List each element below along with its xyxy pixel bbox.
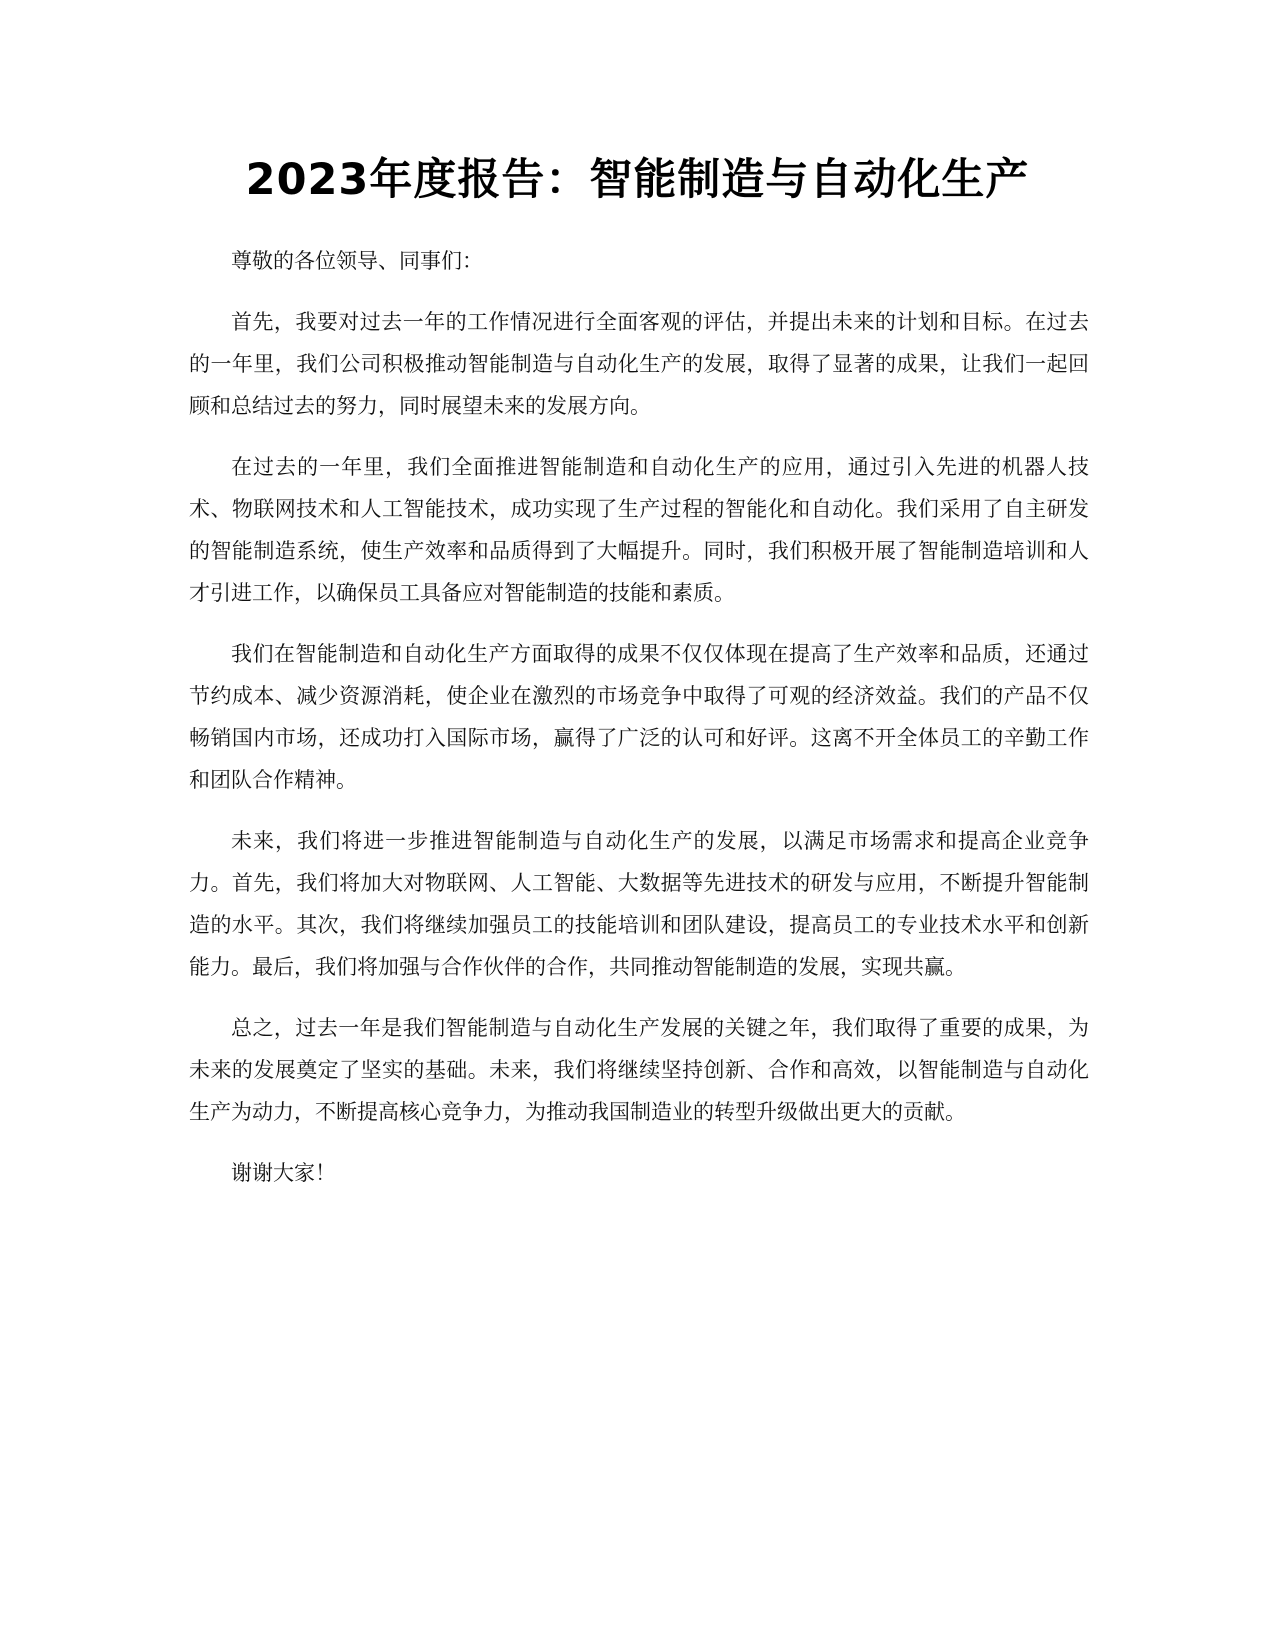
achievements-paragraph: 在过去的一年里，我们全面推进智能制造和自动化生产的应用，通过引入先进的机器人技术、物联网技术和人工智能技术，成功实现了生产过程的智能化和自动化。我们采用了自主研发的智能制造系统，使生产效率和品质得到了大幅提升。同时，我们积极开展了智能制造培训和人才引进工作，以确保员工具备应对智能制造的技能和素质。	[189, 455, 1089, 605]
summary-paragraph: 总之，过去一年是我们智能制造与自动化生产发展的关键之年，我们取得了重要的成果，为未来的发展奠定了坚实的基础。未来，我们将继续坚持创新、合作和高效，以智能制造与自动化生产为动力，不断提高核心竞争力，为推动我国制造业的转型升级做出更大的贡献。	[189, 1016, 1089, 1124]
closing-paragraph: 谢谢大家！	[231, 1161, 336, 1185]
salutation-paragraph: 尊敬的各位领导、同事们：	[231, 249, 483, 273]
future-plans-paragraph: 未来，我们将进一步推进智能制造与自动化生产的发展，以满足市场需求和提高企业竞争力。首先，我们将加大对物联网、人工智能、大数据等先进技术的研发与应用，不断提升智能制造的水平。其次，我们将继续加强员工的技能培训和团队建设，提高员工的专业技术水平和创新能力。最后，我们将加强与合作伙伴的合作，共同推动智能制造的发展，实现共赢。	[189, 829, 1089, 979]
document-title: 2023年度报告：智能制造与自动化生产	[245, 155, 1030, 205]
document-body	[189, 240, 1089, 1213]
benefits-paragraph: 我们在智能制造和自动化生产方面取得的成果不仅仅体现在提高了生产效率和品质，还通过节约成本、减少资源消耗，使企业在激烈的市场竞争中取得了可观的经济效益。我们的产品不仅畅销国内市场，还成功打入国际市场，赢得了广泛的认可和好评。这离不开全体员工的辛勤工作和团队合作精神。	[189, 642, 1089, 792]
intro-paragraph: 首先，我要对过去一年的工作情况进行全面客观的评估，并提出未来的计划和目标。在过去的一年里，我们公司积极推动智能制造与自动化生产的发展，取得了显著的成果，让我们一起回顾和总结过去的努力，同时展望未来的发展方向。	[189, 310, 1089, 418]
